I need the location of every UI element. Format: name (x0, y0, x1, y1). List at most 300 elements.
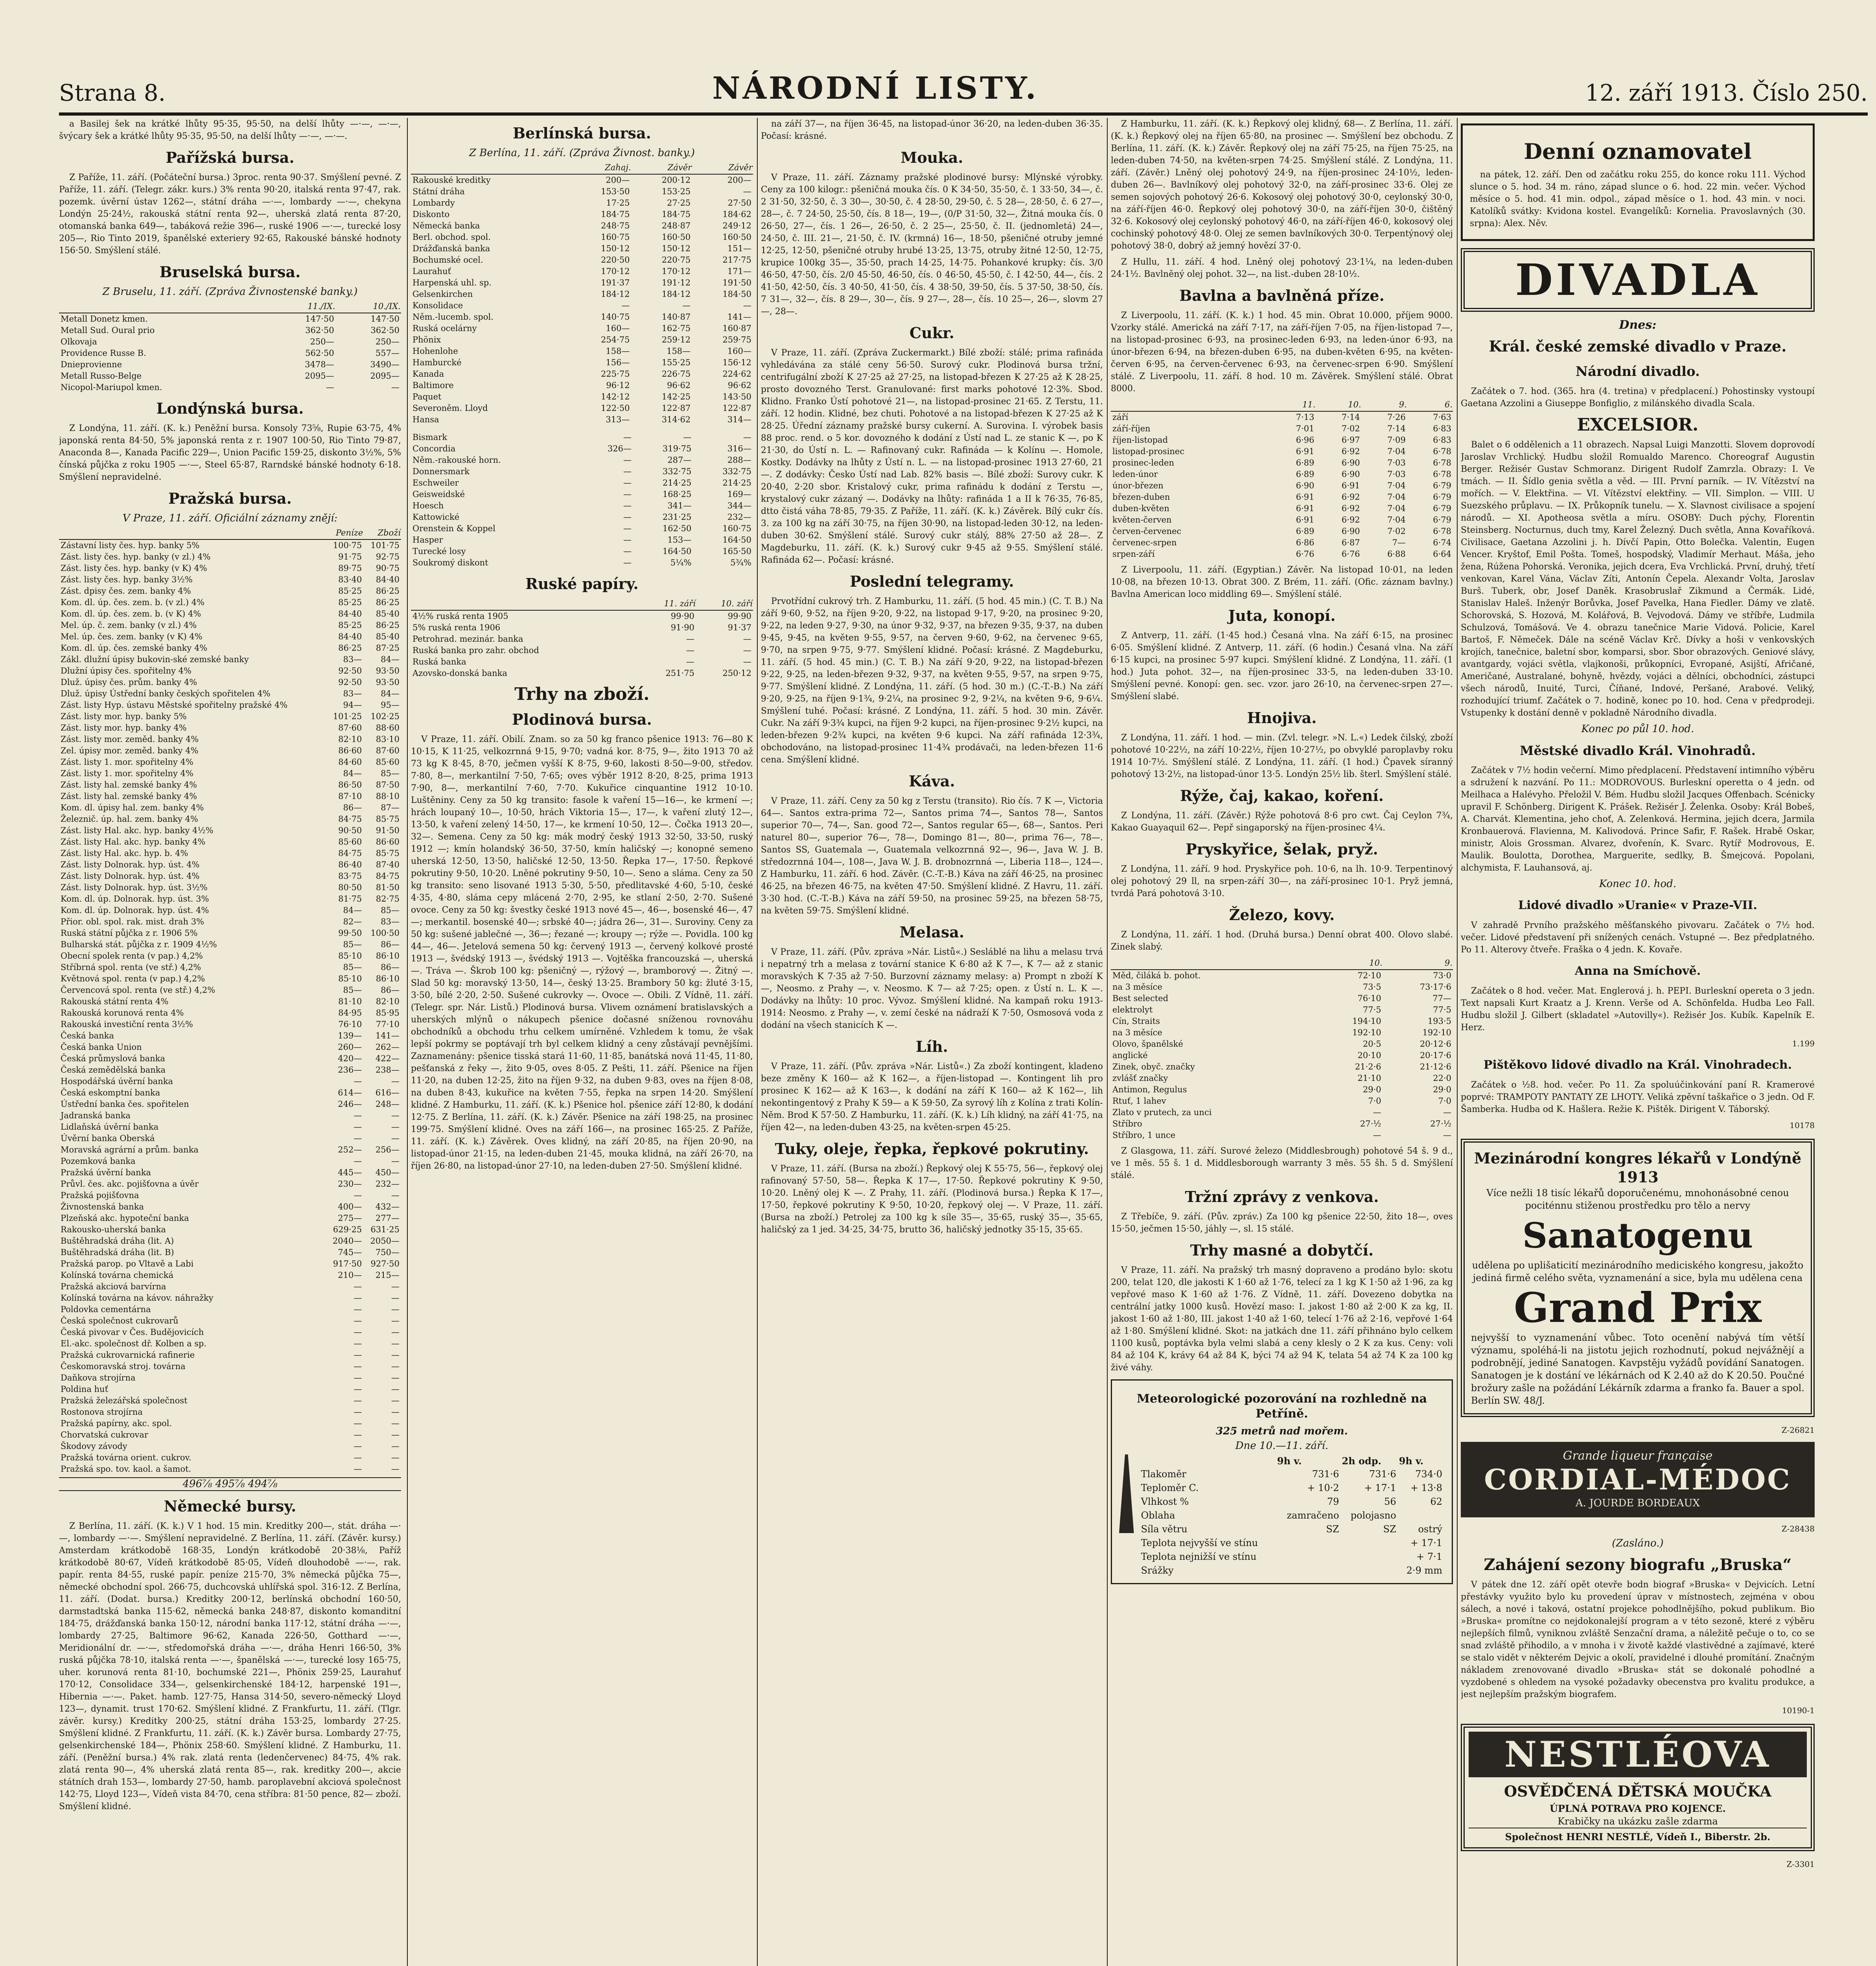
table-cell: Severoněm. Lloyd (412, 403, 488, 413)
table-row (1111, 1050, 1453, 1061)
kongres-text-3: nejvyšší to vyznamenání vůbec. Toto ocenění nabývá tím větší významu, spoléhá-li na jistotu jejich rozhodnutí, pokud nejvážnějí a podrobnějí, jediné Sanatogen. Kavpstěju vyžádů povídání Sanatogen. Sanatogen je k dostání ve lékárnách od K 2.40 až do K 20.50. Poučné brožury zašle na požádání Lékárník zdarma a franko fa. Bauer a spol. Berlín SW. 48/J. (1471, 1332, 1804, 1406)
table-cell: Rakouské kreditky (412, 175, 491, 185)
pryskyrice-text: Z Londýna, 11. září. 9 hod. Pryskyřice poh. 10·6, na lh. 10·9. Terpentinový olej pohotový 29 ll, na srpen-září 30—, na září-prosinec 10·1. Pryž jemná, tvrdá Pará pohotová 3·10. (1111, 864, 1453, 898)
table-row (59, 700, 401, 711)
table-cell: 169— (727, 490, 751, 499)
table-cell: Zást. listy Dolnorak. hyp. úst. 4% (61, 860, 200, 869)
basilej-paragraph: a Basilej šek na krátké lhůty 95·35, 95·50, na delší lhůty —·—, —·—, švýcary šek a krátké lhůty 95·35, 95·50, na delší lhůty —·—, —·—. (59, 119, 401, 141)
table-cell: Zást. listy 1. mor. spořitelny 4% (61, 757, 193, 767)
table-cell: Rtuť, 1 lahev (1112, 1096, 1166, 1106)
table-cell: Daňkova strojírna (61, 1373, 136, 1382)
table-row (59, 1418, 401, 1429)
table-cell: 7·03 (1387, 469, 1406, 479)
table-cell: 6·88 (1387, 549, 1406, 559)
meteo-table (1139, 1454, 1445, 1578)
table-cell: 147·50 (370, 314, 400, 324)
table-cell: Kom. dl. úp. Dolnorak. hyp. úst. 3% (61, 894, 209, 904)
table-cell: 341— (667, 501, 692, 510)
table-cell: Poldina huť (61, 1384, 109, 1394)
table-cell: Ústřední banka čes. spořitelen (61, 1099, 189, 1109)
table-cell: 160·50 (661, 232, 691, 242)
table-cell: Lombardy (412, 198, 455, 208)
table-cell: — (391, 1327, 400, 1337)
table-cell: 91·75 (338, 552, 362, 561)
table-row (59, 654, 401, 665)
table-cell: 422— (375, 1054, 400, 1063)
table-cell: 557— (375, 348, 400, 358)
table-cell: — (743, 657, 751, 666)
table-row (59, 1429, 401, 1441)
table-cell: 20·10 (1357, 1051, 1381, 1060)
table-row (59, 1076, 401, 1087)
col4-top-text: Z Hamburku, 11. září. (K. k.) Řepkový olej klidný, 68—. Z Berlína, 11. září. (K. k.) Řepkový olej na říjen 65·80, na prosinec —. Smýšlení bez obchodu. Z Berlína, 11. září. (K. k.) Závěr. Řepkový olej na září 75·25, na říjen 75·25, na leden-duben 74·50, na květen-srpen 74·25. Smýšlení stálé. Z Londýna, 11. září. (Závěr.) Lněný olej pohotový 24·9, na říjen-prosinec 24·10½, leden-duben 26—. Bavlníkový olej pohotový 32·0, na září-prosinec 33·6. Olej ze semen sojových pohotový 26·6. Kokosový olej pohotový 30·0, ceylonský 30·0, na září-říjen 46·0. Řepkový olej pohotový 30·0, na září-říjen 30·0, čištěný 32·6. Kokosový olej ceylonský pohotový 46·0, na září-říjen 46·0, kokosový olej cochinský pohotový 48·0. Olej ze semen bavlníkových 30·0. Terpentýnový olej pohotový 38·0, dobrý až jemný hovězí 37·0. (1111, 119, 1453, 251)
table-cell: Plzeňská akc. hypoteční banka (61, 1213, 189, 1223)
table-header-cell: 10. (1316, 399, 1362, 411)
column-rule (1107, 118, 1108, 1966)
table-cell: Kolínská továrna chemická (61, 1270, 173, 1280)
table-row (59, 768, 401, 779)
table-cell: 6·91 (1296, 504, 1314, 513)
table-cell: 7·0 (1368, 1096, 1381, 1106)
table-cell: Rostonova strojírna (61, 1407, 143, 1417)
table-cell: 362·50 (370, 326, 400, 335)
table-cell: 85— (343, 940, 362, 949)
table-cell: 77·10 (376, 1020, 400, 1029)
table-row (411, 186, 753, 197)
table-cell: SZ (1383, 1524, 1396, 1535)
table-cell: 90·75 (376, 563, 400, 573)
table-cell: na 3 měsíce (1112, 982, 1162, 992)
table-cell: 86·50 (338, 780, 362, 790)
table-cell: — (391, 1111, 400, 1120)
table-cell: 236— (338, 1065, 362, 1075)
table-row (1111, 526, 1453, 537)
table-cell: 277— (375, 1213, 400, 1223)
table-cell: — (623, 524, 632, 533)
column-rule (757, 118, 758, 1966)
table-cell: Pražská parop. po Vltavě a Labi (61, 1259, 194, 1268)
table-cell: — (353, 1453, 362, 1462)
table-cell: září (1112, 412, 1129, 422)
table-cell: 7·14 (1387, 424, 1406, 433)
telegramy-text: Prvotřídní cukrový trh. Z Hamburku, 11. září. (5 hod. 45 min.) (C. T. B.) Na září 9·60, 9·52, na říjen 9·20, 9·22, na listopad 9·17, 9·20, na prosinec 9·20, 9·22, na leden 9·27, 9·30, na únor 9·32, 9·37, na březen 9·35, 9·37, na duben 9·45, 9·45, na květen 9·55, 9·57, na červen 9·60, 9·62, na červenec 9·65, 9·70, na srpen 9·75, 9·77. Smýšlení klidné. Počasí: krásné. Z Magdeburku, 11. září. (5 hod. 45 min.) (C. T. B.) Na září 9·20, 9·22, na listopad-březen 9·22, 9·25, na leden-březen 9·32, 9·37, na květen 9·55, 9·57, na srpen 9·75, 9·77. Smýšlení klidné. Z Londýna, 11. září. (5 hod. 30 m.) (C.-T.-B.) Na září 9·20, 9·25, na říjen 9·1¾, 9·2¼, na prosinec 9·2, 9·2¼, na květen 9·6, 9·6¼. Smýšlení tuhé. Počasí: krásné. Z Londýna, 11. září. 5 hod. 30 min. Závěr. Cukr. Na září 9·3¾ kupci, na říjen 9·2 kupci, na říjen-prosinec 9·2½ kupci, na leden-březen 9·2¾ kupci, na květen 9·6 kupci. Na září rafináda 12·3¾, obchodováno, na listopad-prosinec 11·4¾ prodávači, na leden-březen 11·6 cena. Smýšlení klidné. (761, 596, 1103, 765)
table-row (1111, 549, 1453, 560)
nestle-line-3: ÚPLNÁ POTRAVA PRO KOJENCE. (1550, 1803, 1726, 1814)
nestle-title: NESTLÉOVA (1504, 1734, 1771, 1775)
table-cell: — (353, 1305, 362, 1314)
table-cell: Providence Russe B. (61, 348, 146, 358)
table-cell (1342, 1536, 1399, 1550)
glasgow-text: Z Glasgowa, 11. září. Surové železo (Middlesbrough) pohotové 54 š. 9 d., ve 1 měs. 55 š. 1 d. Middlesborough warranty 3 měs. 55 šh. 5 d. Smýšlení stálé. (1111, 1146, 1453, 1180)
table-cell: 7·01 (1296, 424, 1314, 433)
table-row (1111, 1084, 1453, 1095)
table-cell: 85— (381, 769, 400, 778)
table-cell: 238— (375, 1065, 400, 1075)
table-cell: Pražská železářská společnost (61, 1396, 188, 1405)
table-row (59, 757, 401, 768)
table-row (59, 313, 401, 325)
table-cell: 6·92 (1341, 492, 1360, 502)
table-row (59, 950, 401, 962)
table-cell: 7·0 (1438, 1096, 1451, 1106)
table-cell: 86·25 (376, 598, 400, 607)
table-row (411, 277, 753, 289)
table-cell: 84— (343, 769, 362, 778)
table-cell: Česká zemědělská banka (61, 1065, 166, 1075)
table-row (411, 622, 753, 633)
table-row (59, 631, 401, 642)
table-cell: Česká banka (61, 1031, 114, 1040)
table-cell: 3478— (305, 360, 334, 369)
table-row (59, 1064, 401, 1076)
table-cell: 362·50 (305, 326, 334, 335)
table-cell: Zást. listy Dolnorak. hyp. úst. 4% (61, 871, 200, 881)
excelsior-text: Balet o 6 oddělenich a 11 obrazech. Napsal Luigi Manzotti. Slovem doprovodí Jaroslav Vrchlický. Hudbu složil Romualdo Marenco. Choreograf Augustin Berger. Režisér Gustav Schmoranz. Dirigent Rudolf Zamrzla. Obrazy: I. Ve tmách. — II. Šídlo genia světla a věd. — III. První parník. — IV. Vítězství na mořích. — V. Elektřina. — VI. Vítězství elektřiny. — VII. Simplon. — VIII. U Suezského průplavu. — IX. Průkopník tunelu. — X. Slavnost civilisace a spojení národů. — XI. Apotheosa světla a míru. OSOBY: Duch pýchy, Florentin Steinsberg. Nocturnus, duch tmy, Karel Železný. Duch světla, Anna Kovaříková. Civilisace, Gaetana Azzolini j. h. Dívčí Papin, Otto Bolečka. Valentin, Eugen Vencer. Kryštof, Emil Pošta. Tomeš, hospodský, Vladimír Merhaut. Máša, jeho žena, Rúžena Pohorská. Veronika, jejich dcera, Eva Vrchlická. První, druhý, třetí venkovan, Karel Vána, Václav Zíti, Antonín Čepela. Alexandr Volta, Jaroslav Burš. Tuberk, obr, Josef Daněk. Krasobruslař Zikmund a Čermák. Lidé, Stanislav Haleš. Inženýr Borůvka, Josef Pavelka, Hana Fiedler. Dámy ve zlatě. Schorovská, S. Hozová, M. Kolářová, B. Vejvodová. Dámy ve stříbře, Ludmila Schulzová, Tomášová. Ve 4. obrazu tanečnice Marie Vidová. Policie, Karel Bartoš, F. Němeček. Dále na scéně Václav Krč. Dívky a hoši v venkovských krojích, tanečnice, baletní sbor, komparsi, sbor. Sbor obrazových. Geniové slávy, avantgardy, vojáci světla, vlajkonoši, průkopníci, Evropané, Asijští, Afričané, Američané, Australané, bohyně, hvězdy, vojáci a dělníci, obchodníci, zástupci všech národů, Inuité, Turci, Číňané, Indové, Peršané, Arabové. Veliký, rozhodující triumf. Začátek o 7. hodině, konec po 10. hod. Cena v předprodeji. Vstupenky k dostání denně v pokladně Národního divadla. (1461, 440, 1815, 718)
table-cell: Zást. listy mor. hyp. banky 4% (61, 723, 187, 733)
table-cell: — (353, 1464, 362, 1474)
table-header-cell: 6. (1407, 399, 1453, 411)
table-cell: — (743, 301, 751, 310)
table-row (59, 985, 401, 996)
cordial-line-1: Grande liqueur française (1563, 1449, 1713, 1463)
table-row (59, 1384, 401, 1395)
table-cell: Pražská továrna orient. cukrov. (61, 1453, 191, 1462)
table-cell: 85·60 (338, 837, 362, 847)
cordial-medoc-ad (1461, 1442, 1815, 1517)
table-cell: Konsolidace (412, 301, 463, 310)
table-cell: 184·75 (661, 210, 691, 219)
table-cell: Hoesch (412, 501, 444, 510)
lidove-text: V zahradě Prvního pražského měšťanského pivovaru. Začátek o 7½ hod. večer. Lidové představení při snížených cenách. Vstupné —. Bez předplatného. Po 11. Alterovy čtveře. Fraška o 4 jedn. K. Kovaře. (1461, 920, 1815, 955)
table-cell: Zást. listy čes. hyp. banky 3½% (61, 575, 193, 584)
table-cell: Oblaha (1141, 1510, 1175, 1521)
sanatogen-name: Sanatogenu (1522, 1215, 1753, 1256)
table-cell (1342, 1564, 1399, 1578)
table-header-row (59, 300, 401, 313)
table-cell: zamračeno (1287, 1510, 1339, 1521)
table-row (59, 1133, 401, 1144)
table-cell: 160·50 (722, 232, 751, 242)
kongres-text: Více nežli 18 tisíc lékařů doporučenému, mnohonásobné cenou pociténnu stiženou prostředku pro tělo a nervy (1486, 1187, 1789, 1211)
table-row (411, 243, 753, 254)
table-cell: — (743, 646, 751, 655)
nestle-ad (1461, 1724, 1815, 1851)
mestske-heading: Městské divadlo Král. Vinohradů. (1520, 743, 1756, 758)
table-cell: — (391, 1350, 400, 1360)
table-cell: — (391, 1396, 400, 1405)
table-cell: Zlato v prutech, za unci (1112, 1108, 1212, 1117)
table-cell: 86·25 (376, 620, 400, 630)
column-rule (407, 118, 408, 1966)
table-cell: 142·25 (661, 392, 691, 401)
table-cell: Geisweidské (412, 490, 465, 499)
table-cell: Stříbro, 1 unce (1112, 1130, 1176, 1140)
table-cell: 99·50 (338, 928, 362, 938)
table-cell: Zinek, obyč. značky (1112, 1062, 1195, 1071)
table-cell: 87·60 (376, 746, 400, 755)
table-cell: — (391, 1305, 400, 1314)
table-cell: 6·89 (1296, 458, 1314, 468)
table-row (1139, 1564, 1445, 1578)
table-cell: 76·10 (338, 1020, 362, 1029)
table-row (1139, 1536, 1445, 1550)
table-cell: Phönix (412, 335, 441, 344)
table-header-cell: Závěr (692, 162, 753, 174)
table-row (59, 1144, 401, 1156)
table-row (411, 443, 753, 455)
table-cell: 160·87 (722, 324, 751, 333)
table-row (1111, 1004, 1453, 1016)
table-row (59, 642, 401, 654)
table-cell: 122·87 (722, 403, 751, 413)
table-cell: Kom. dl. úp. čes. zem. b. (v K) 4% (61, 609, 201, 619)
table-cell: 5% ruská renta 1906 (412, 623, 501, 632)
table-cell: Kattowické (412, 512, 460, 522)
table-cell: 251·75 (665, 668, 695, 678)
table-cell: Česká průmyslová banka (61, 1054, 165, 1063)
table-cell: Bismark (412, 433, 447, 442)
pryskyrice-heading: Pryskyřice, šelak, pryž. (1186, 840, 1378, 858)
table-cell: 170·12 (661, 267, 691, 276)
kral-text: Začátek o 7. hod. (365. hra (4. tretina) v předplacení.) Pohostinsky vystoupí Gaetana Azzolini a Giuseppe Bonfiglio, z milánského divadla Scala. (1461, 387, 1815, 409)
cordial-stamp: Z-28438 (1781, 1524, 1815, 1533)
kovy-table (1111, 957, 1453, 1141)
divadla-dnes: Dnes: (1619, 318, 1657, 332)
table-cell: — (353, 1407, 362, 1417)
table-cell: 5¼% (670, 558, 692, 567)
table-cell: Dluž. úpisy čes. prům. banky 4% (61, 677, 197, 687)
kral-sub: Národní divadlo. (1575, 364, 1700, 379)
table-row (1111, 1027, 1453, 1038)
table-row (411, 323, 753, 334)
table-cell: 83— (343, 689, 362, 698)
table-cell: — (353, 1362, 362, 1371)
table-row (59, 1441, 401, 1452)
table-row (59, 1099, 401, 1110)
table-row (411, 334, 753, 346)
table-cell: 88·60 (376, 723, 400, 733)
table-cell: — (1373, 1130, 1381, 1140)
table-cell: Hasper (412, 535, 443, 545)
table-cell: Stříbro (1112, 1119, 1142, 1128)
table-header-row (1111, 957, 1453, 970)
londynska-heading: Londýnská bursa. (156, 399, 304, 417)
table-cell: 29·0 (1433, 1085, 1451, 1094)
table-cell: 86·10 (376, 951, 400, 961)
denni-heading: Denní oznamovatel (1524, 139, 1752, 164)
table-cell: — (353, 1441, 362, 1451)
table-cell: Dnieprovienne (61, 360, 122, 369)
table-cell: — (353, 1430, 362, 1440)
table-cell: Metall Donetz kmen. (61, 314, 148, 324)
table-cell: Antimon, Regulus (1112, 1085, 1187, 1094)
table-row (411, 254, 753, 266)
table-cell: — (391, 1282, 400, 1291)
table-cell: ostrý (1418, 1524, 1442, 1535)
table-cell: 7— (1392, 538, 1406, 547)
table-row (411, 346, 753, 357)
table-row (1139, 1495, 1445, 1509)
table-row (59, 359, 401, 370)
table-cell: 77— (1432, 994, 1451, 1003)
table-cell: 85·10 (338, 951, 362, 961)
column-4 (1111, 118, 1453, 1966)
table-cell: 92·50 (338, 666, 362, 676)
table-row (59, 848, 401, 859)
table-row (411, 534, 753, 546)
col4-mid-text: Z Liverpoolu, 11. září. (Egyptian.) Závěr. Na listopad 10·01, na leden 10·08, na březen 10·13. Obrat 300. Z Brém, 11. září. (Ofic. záznam bavlny.) Bavlna American loco middling 69—. Smýšlení stálé. (1111, 565, 1453, 599)
table-header-cell: 2h odp. (1342, 1455, 1381, 1467)
table-cell: 101·25 (333, 712, 362, 721)
table-cell: srpen-září (1112, 549, 1155, 559)
table-cell: 192·10 (1352, 1028, 1381, 1037)
table-cell: 62 (1430, 1496, 1442, 1507)
ruske-heading: Ruské papíry. (525, 575, 639, 593)
denni-box (1461, 123, 1815, 241)
table-row (59, 370, 401, 382)
table-cell: na 3 měsíce (1112, 1028, 1162, 1037)
table-cell: 6·96 (1296, 435, 1314, 445)
table-cell: SZ (1326, 1524, 1339, 1535)
table-row (59, 1247, 401, 1258)
table-cell: 90·50 (338, 826, 362, 835)
table-cell: 84·95 (338, 1008, 362, 1018)
table-cell: 230— (338, 1179, 362, 1189)
table-row (1111, 537, 1453, 549)
table-cell: 191·50 (722, 278, 751, 287)
table-cell: 7·04 (1387, 515, 1406, 525)
table-cell: 91·90 (670, 623, 695, 632)
trhy-text: V Praze, 11. září. Obilí. Znam. so za 50 kg franco pšenice 1913: 76—80 K 10·15, K 11·25, velkozrnná 9·15, 9·70; vadná kor. 8·75, 9—, žito 1913 70 až 73 kg K 8·45, 8·70, ječmen vyšší K 8·75, 9·60, lakosti 8·50—9·00, středov. 7·80, 8—, merkantilní 7·50, 7·65; oves výběr 1912 8·20, 8·25, prima 1913 7·90, 8—, merkantilní 7·60, 7·70. Kukuřice cinquantine 1912 10·10. Luštěniny. Ceny za 50 kg transito: fasole k vaření 15—16—, ke krmení —; hrách loupaný 10—, 10·50, hrách Viktoria 15—, 17—, k vaření zlutý 12—, 13·50, k vaření zelený 14·50, 17—, ke krmení 10·50, 12—. Čočka 1913 20—, 32—. Semena. Ceny za 50 kg: mák modrý český 1913 32·50, 33·50, ruský 1912 —; kmín holandský 36·50, 37·50, kmín haličský —; konopné semeno uherská 12·50, 13·50, haličské 12·50, 13·50. Řepka 17—, 17·50. Řepkové pokrutiny 9·50, 10·20. Lněné pokrutiny 9·50, 10—. Seno a sláma. Ceny za 50 kg transito: seno lisované 1913 5·30, 5·50, předlitavské 4·60, 5·10, české 4·35, 4·80, sláma cepy mlácená 2·70, 2·95, ke stlaní 2·50, 2·70. Sušené ovoce. Ceny za 50 kg: švestky české 1913 nové 45—, 46—, bosenské 46—, 47—; merkantil. bosenské 40—; srbské 40—; jádra 26—, 31—. Suroviny. Ceny za 50 kg: sušené jablečné —, 36—; řezané —; kroupy —; rýže —. Povidla. 100 kg 44—, 46—. Jetelová semena 50 kg: červený 1913 —, červený kolkové prosté 1913 —, švédský 1913 —, švédský 1913 —. Vojtěška francouzská —, uherská —. Tráva —. Škrob 100 kg: pšeničný —, rýžový —, bramborový —. Žitný —. Slad 50 kg: moravský 13·50, 14—, český 13·25. Brambory 50 kg: žluté 3·15, 3·50, bílé 2·20, 2·50. Sušené cukrovky —. Ovoce —. Obili. Z Vídně, 11. září. (Telegr. spr. Nár. Listů.) Plodinová bursa. Vlivem oznámení bratislavských a uherských mlýnů o nákupech pšenice dočasné sníženou rovnováhu obchodníků a obchodu trhu celkem umírněné. Vzhledem k tomu, že však lepší pokrmy se poptávají trh byl celkem klidný a ceny zůstávají pevnějšími. Zaznamenány: pšenice tisská stará 11·60, 11·85, banátská nová 11·45, 11·80, pešťanská z řeky —, žito 9·05, oves 8·05. Z Pešti, 11. září. Pšenice na říjen 11·20, na duben 12·25, žito na říjen 9·32, na duben 9·83, oves na říjen 8·08, na duben 8·43, kukuřice na květen 7·55, řepka na srpen 14·20. Smýšlení klidné. Z Hamburku, 11. září. (K. k.) Pšenice hol. pšenice září 12·80, k dodání 12·75. Z Berlína, 11. září. (K. k.) Závěr. Pšenice na září 198·25, na prosinec 199·75. Smýšlení klidné. Oves na září 166—, na prosinec 165·25. Z Paříže, 11. září. (K. k.) Závěrek. Oves klidný, na září 20·85, na říjen 20·90, na listopad-únor 21·15, na leden-duben 21·45, mouka klidná, na září 26·70, na říjen 26·80, na listopad-únor 27·10, na leden-duben 27·50. Smýšlení klidné. (411, 734, 753, 1171)
table-cell: elektrolyt (1112, 1005, 1153, 1014)
table-cell: 184·12 (661, 289, 691, 299)
table-cell: — (391, 1407, 400, 1417)
table-cell: Průvl. čes. akc. pojišťovna a úvěr (61, 1179, 199, 1189)
table-cell: — (353, 1339, 362, 1348)
table-cell: říjen-listopad (1112, 435, 1168, 445)
kral-heading: Král. české zemské divadlo v Praze. (1489, 337, 1787, 355)
table-cell: — (623, 433, 632, 442)
ryze-heading: Rýže, čaj, kakao, koření. (1180, 787, 1384, 804)
table-cell: 250— (310, 337, 334, 346)
table-row (59, 1224, 401, 1235)
table-cell: Pražská akciová barvírna (61, 1282, 166, 1291)
table-row (1111, 492, 1453, 503)
table-cell: — (391, 383, 400, 392)
cordial-line-3: A. JOURDE BORDEAUX (1575, 1497, 1700, 1509)
table-cell: Zást. listy Hal. akc. hyp. banky 4½% (61, 826, 214, 835)
kongres-text-2: udělena po uplišaticití mezinárodního mediciského kongresu, jakožto jediná firmě celého světa, vyznamenání a sice, byla mu udělena cena (1472, 1260, 1804, 1283)
column-2 (411, 118, 753, 1966)
table-header-cell: Peníze (326, 527, 364, 539)
table-cell: Kolínská továrna na kávov. náhražky (61, 1293, 214, 1303)
table-cell: Zást. listy čes. hyp. banky (v zl.) 4% (61, 552, 211, 561)
table-cell: 101·75 (370, 541, 400, 550)
table-cell: 22·0 (1433, 1073, 1451, 1083)
table-row (411, 380, 753, 391)
table-cell: 164·50 (722, 535, 751, 545)
table-cell: 226·75 (661, 369, 691, 379)
table-cell: Měd, čiláká b. pohot. (1112, 971, 1201, 980)
table-cell: Hospodářská úvěrní banka (61, 1077, 173, 1086)
table-cell: 83·40 (338, 575, 362, 584)
table-cell: 99·90 (670, 611, 695, 621)
table-cell: Ruská banka (412, 657, 466, 666)
table-cell: anglické (1112, 1051, 1148, 1060)
table-cell: 420— (338, 1054, 362, 1063)
table-cell: 83·10 (376, 734, 400, 744)
table-cell: 85— (343, 963, 362, 972)
table-cell: 79 (1327, 1496, 1339, 1507)
table-cell: 91·50 (376, 826, 400, 835)
table-cell: Laurahuť (412, 267, 451, 276)
table-cell: Česká eskomptní banka (61, 1088, 160, 1097)
table-cell: — (623, 547, 632, 556)
table-cell: Mel. úp. čes. zem. banky (v K) 4% (61, 632, 203, 641)
table-row (59, 608, 401, 620)
table-cell: 731·6 (1369, 1469, 1396, 1480)
table-cell: Vlhkost % (1141, 1496, 1189, 1507)
table-cell: 77·5 (1362, 1005, 1381, 1014)
table-row (411, 300, 753, 311)
table-cell: 629·25 (333, 1225, 362, 1234)
table-cell: 4½% ruská renta 1905 (412, 611, 508, 621)
table-row (59, 1110, 401, 1121)
table-cell: 215— (375, 1270, 400, 1280)
table-row (59, 1395, 401, 1406)
table-row (59, 1030, 401, 1042)
table-cell: 153·25 (661, 187, 691, 196)
table-cell: Donnersmark (412, 467, 469, 476)
table-row (1111, 1095, 1453, 1107)
table-cell: 82·75 (376, 894, 400, 904)
table-cell: Dlužní úpisy čes. spořitelny 4% (61, 666, 191, 676)
table-cell: — (623, 478, 632, 488)
table-cell: Kanada (412, 369, 444, 379)
plodinova-heading: Plodinová bursa. (512, 711, 652, 728)
table-cell: Nicopol-Mariupol kmen. (61, 383, 162, 392)
table-row (1111, 423, 1453, 434)
table-cell: 6·76 (1341, 549, 1360, 559)
trhy-heading: Trhy na zboží. (514, 684, 650, 704)
liverpool-table (1111, 399, 1453, 560)
table-cell: — (326, 383, 334, 392)
table-cell: 96·62 (727, 381, 751, 390)
nemecke-heading: Německé bursy. (164, 1497, 296, 1515)
table-cell: Rakouská státní renta 4% (61, 997, 169, 1006)
tuky-heading: Tuky, oleje, řepka, řepkové pokrutiny. (775, 1140, 1089, 1158)
table-row (411, 546, 753, 557)
table-cell: 6·92 (1341, 447, 1360, 456)
table-cell: Hohenlohe (412, 346, 458, 356)
table-row (59, 1463, 401, 1475)
table-cell: 562·50 (305, 348, 334, 358)
table-cell: 192·10 (1422, 1028, 1451, 1037)
table-header-cell: 9h v. (1399, 1455, 1424, 1467)
table-cell: — (353, 1350, 362, 1360)
table-cell: 7·13 (1296, 412, 1314, 422)
berlinska-table (411, 162, 753, 425)
table-cell: — (621, 301, 630, 310)
table-cell: 84— (381, 655, 400, 664)
table-cell: 81·10 (338, 997, 362, 1006)
table-cell: 27·25 (667, 198, 691, 208)
table-cell: — (353, 1282, 362, 1291)
table-cell: 220·75 (661, 255, 691, 265)
table-cell: 249·12 (722, 221, 751, 230)
table-cell: 220·50 (601, 255, 630, 265)
cukr-text: V Praze, 11. září. (Zpráva Zuckermarkt.) Bílé zboží: stálé; prima rafináda vyhledávána za stálé ceny 56·50. Surový cukr. Plodinová bursa tržní, centrifugální zboží K 27·25 až 27·25, na listopad-březen K 27·25 až K 28·25, prosto dovozného Terst. Granulované: first marks pohotové 12·3%. Sbod. Klidno. Franko Ústí pohotové 21—, na listopad-prosinec 21·65. Z Terstu, 11. září. 12 hodin. Klidné, bez chuti. Pohotové a na listopad-březen K 27·25 až K 28·25. Úřední záznamy pražské bursy cukerní. A. Surovina. I. výrobek basis 88 proc. rend. o 5 kor. dovozného k dodání z Ústí nad L. ze stanic K —, po K 21·30, do Ústí n. L. — Rafinovaný cukr. Rafináda — k Kolínu —. Homole, Kostky. Dodávky na lhůty z Ústí n. L. — na listopad-prosinec 1913 27·60, 21—. Z dodávky: Česko Ústí nad Lab. 82% basis —. Bílé zboží: Surovy cukr. K 20·40, 2·20 sbor. Kristalový cukr, prima rafinádu k dodání z Terstu —, krystalový cukr zázaný —. Dodávky na lhůty: rafináda 1 a II k 76·35, 76·85, dtto čistá váha 78·85, 79·35. Z Paříže, 11. září. (K. k.) Závěrek. Bílý cukr čís. 3. za 100 kg na září 30·75, na říjen 30·90, na listopad-leden 30·12, na leden-duben 30·62. Smýšlení stálé. Surový cukr stálý, 88% 27·50 až 28—. Z Magdeburku, 11. září. (K. k.) Surový cukr 9·45 až 9·55. Smýšlení stálé. Rafináda 62—. Počasí: krásné. (761, 348, 1103, 565)
